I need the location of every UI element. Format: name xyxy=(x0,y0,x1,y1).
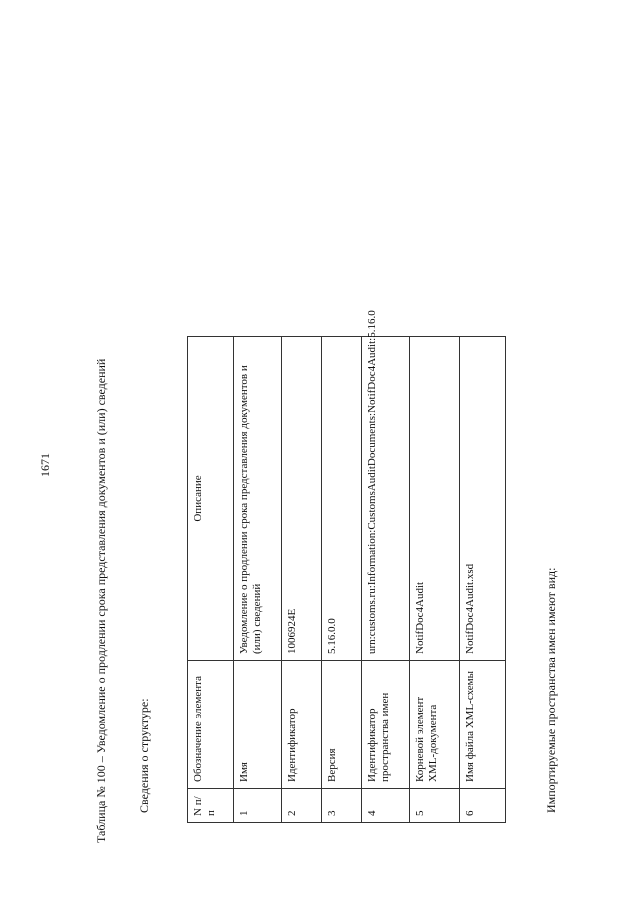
row-num: 2 xyxy=(282,789,322,823)
row-description: NotifDoc4Audit xyxy=(410,337,460,661)
table-row xyxy=(282,337,322,823)
row-num: 4 xyxy=(362,789,410,823)
table-header-row xyxy=(188,337,234,823)
row-element-name: Корневой элемент XML-документа xyxy=(410,661,460,789)
namespaces-caption: Импортируемые пространства имен имеют вид: xyxy=(544,567,558,813)
row-element-name: Имя файла XML-схемы xyxy=(460,661,506,789)
row-description: 1006924E xyxy=(282,337,322,661)
row-num: 6 xyxy=(460,789,506,823)
header-num: N п/п xyxy=(188,789,234,823)
row-element-name: Имя xyxy=(234,661,282,789)
row-description: urn:customs.ru:Information:CustomsAuditDocuments:NotifDoc4Audit:5.16.0 xyxy=(362,337,410,661)
structure-table xyxy=(187,310,506,823)
table-row xyxy=(410,337,460,823)
table-row xyxy=(362,337,410,823)
row-description: Уведомление о продлении срока представления документов и (или) сведений xyxy=(234,337,282,661)
header-element-name: Обозначение элемента xyxy=(188,661,234,789)
row-description: 5.16.0.0 xyxy=(322,337,362,661)
header-description: Описание xyxy=(188,337,234,661)
row-num: 3 xyxy=(322,789,362,823)
row-element-name: Идентификатор xyxy=(282,661,322,789)
row-num: 1 xyxy=(234,789,282,823)
row-num: 5 xyxy=(410,789,460,823)
row-description: NotifDoc4Audit.xsd xyxy=(460,337,506,661)
table-row xyxy=(460,337,506,823)
page-number: 1671 xyxy=(38,453,52,477)
table-row xyxy=(322,337,362,823)
row-element-name: Версия xyxy=(322,661,362,789)
structure-caption: Сведения о структуре: xyxy=(137,698,151,813)
table-row xyxy=(234,337,282,823)
table-title: Таблица № 100 – Уведомление о продлении срока представления документов и (или) сведений xyxy=(94,358,108,843)
row-element-name: Идентификатор пространства имен xyxy=(362,661,410,789)
